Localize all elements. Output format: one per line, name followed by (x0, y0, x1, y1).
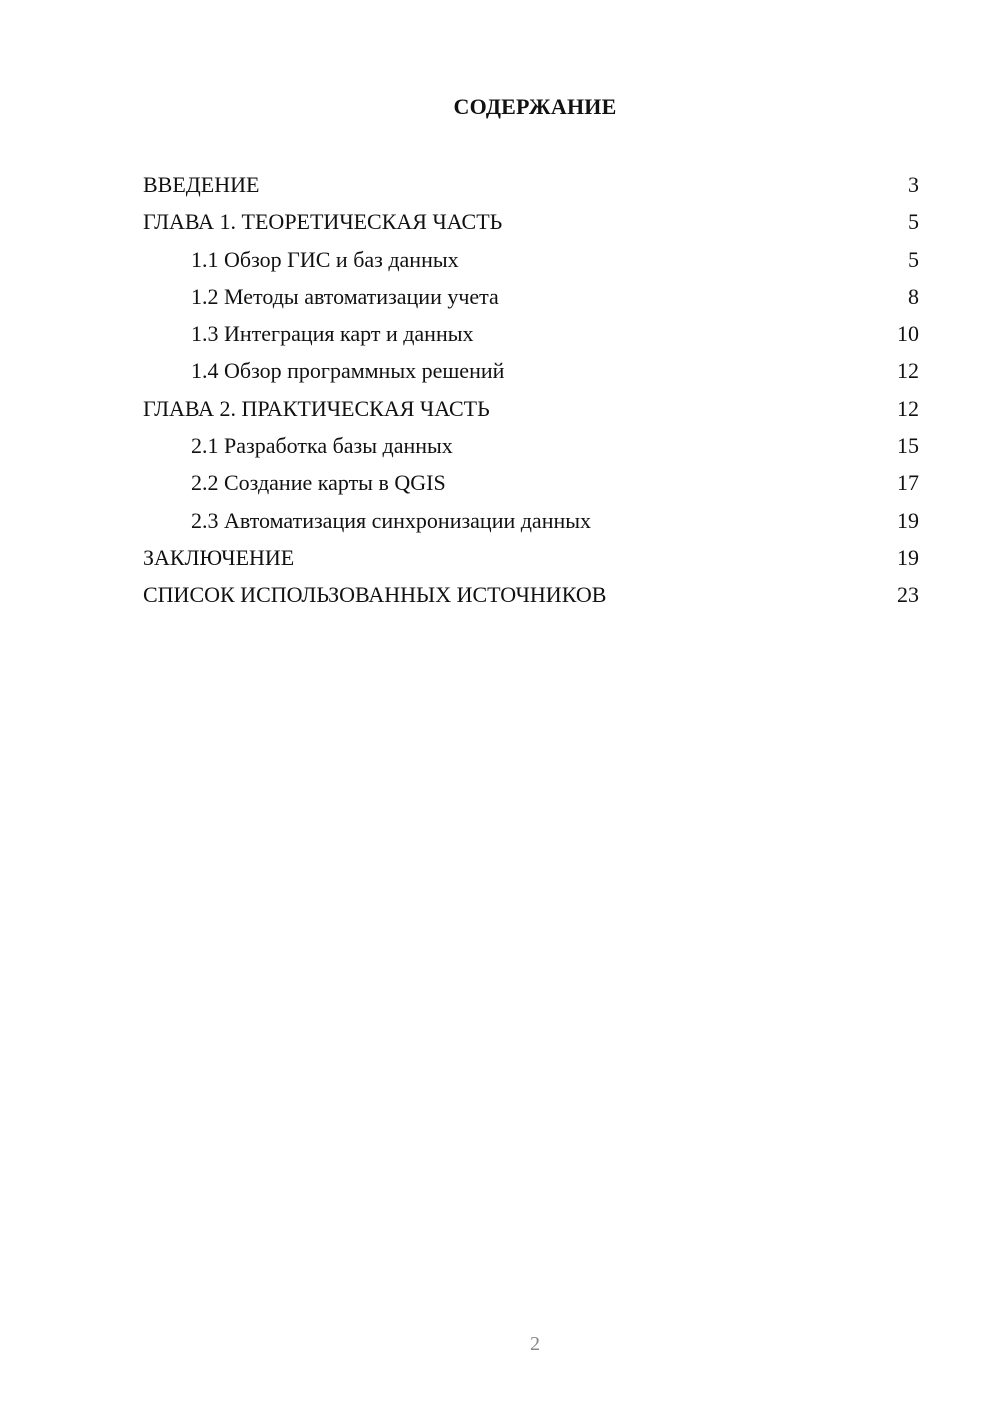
toc-entry-label: СПИСОК ИСПОЛЬЗОВАННЫХ ИСТОЧНИКОВ (143, 582, 607, 608)
toc-entry-introduction[interactable] (143, 166, 919, 203)
toc-entry-references[interactable] (143, 576, 919, 613)
toc-entry-label: 2.2 Создание карты в QGIS (191, 470, 446, 496)
toc-entry-page: 5 (908, 209, 919, 235)
toc-entry-chapter-2[interactable] (143, 390, 919, 427)
toc-entry-label: 1.2 Методы автоматизации учета (191, 283, 499, 309)
toc-entry-section-1-2[interactable] (143, 278, 919, 315)
toc-entry-label: ГЛАВА 1. ТЕОРЕТИЧЕСКАЯ ЧАСТЬ (143, 209, 503, 235)
toc-entry-label: 1.1 Обзор ГИС и баз данных (191, 246, 459, 272)
toc-entry-page: 3 (908, 172, 919, 197)
table-of-contents (143, 166, 919, 614)
toc-entry-page: 12 (897, 358, 919, 384)
toc-entry-page: 8 (908, 283, 919, 309)
toc-entry-section-1-3[interactable] (143, 315, 919, 352)
toc-entry-label: 1.3 Интеграция карт и данных (191, 321, 474, 347)
toc-entry-section-2-3[interactable] (143, 502, 919, 539)
toc-entry-page: 17 (897, 470, 919, 496)
toc-entry-page: 19 (897, 507, 919, 533)
toc-entry-label: 2.1 Разработка базы данных (191, 433, 453, 459)
toc-entry-page: 15 (897, 433, 919, 459)
toc-entry-label: ВВЕДЕНИЕ (143, 172, 260, 197)
toc-entry-page: 10 (897, 321, 919, 347)
toc-entry-page: 12 (897, 395, 919, 421)
toc-entry-label: 1.4 Обзор программных решений (191, 358, 505, 384)
toc-entry-label: ЗАКЛЮЧЕНИЕ (143, 544, 295, 570)
toc-entry-conclusion[interactable] (143, 539, 919, 576)
toc-entry-label: ГЛАВА 2. ПРАКТИЧЕСКАЯ ЧАСТЬ (143, 395, 490, 421)
toc-entry-page: 5 (908, 246, 919, 272)
toc-entry-section-1-1[interactable] (143, 241, 919, 278)
toc-entry-chapter-1[interactable] (143, 203, 919, 240)
page-number: 2 (530, 1333, 540, 1355)
toc-entry-section-2-2[interactable] (143, 464, 919, 501)
page-title: СОДЕРЖАНИЕ (453, 94, 617, 119)
toc-entry-label: 2.3 Автоматизация синхронизации данных (191, 507, 592, 533)
toc-entry-page: 23 (897, 582, 919, 608)
toc-entry-page: 19 (897, 544, 919, 570)
toc-entry-section-1-4[interactable] (143, 352, 919, 389)
toc-entry-section-2-1[interactable] (143, 427, 919, 464)
